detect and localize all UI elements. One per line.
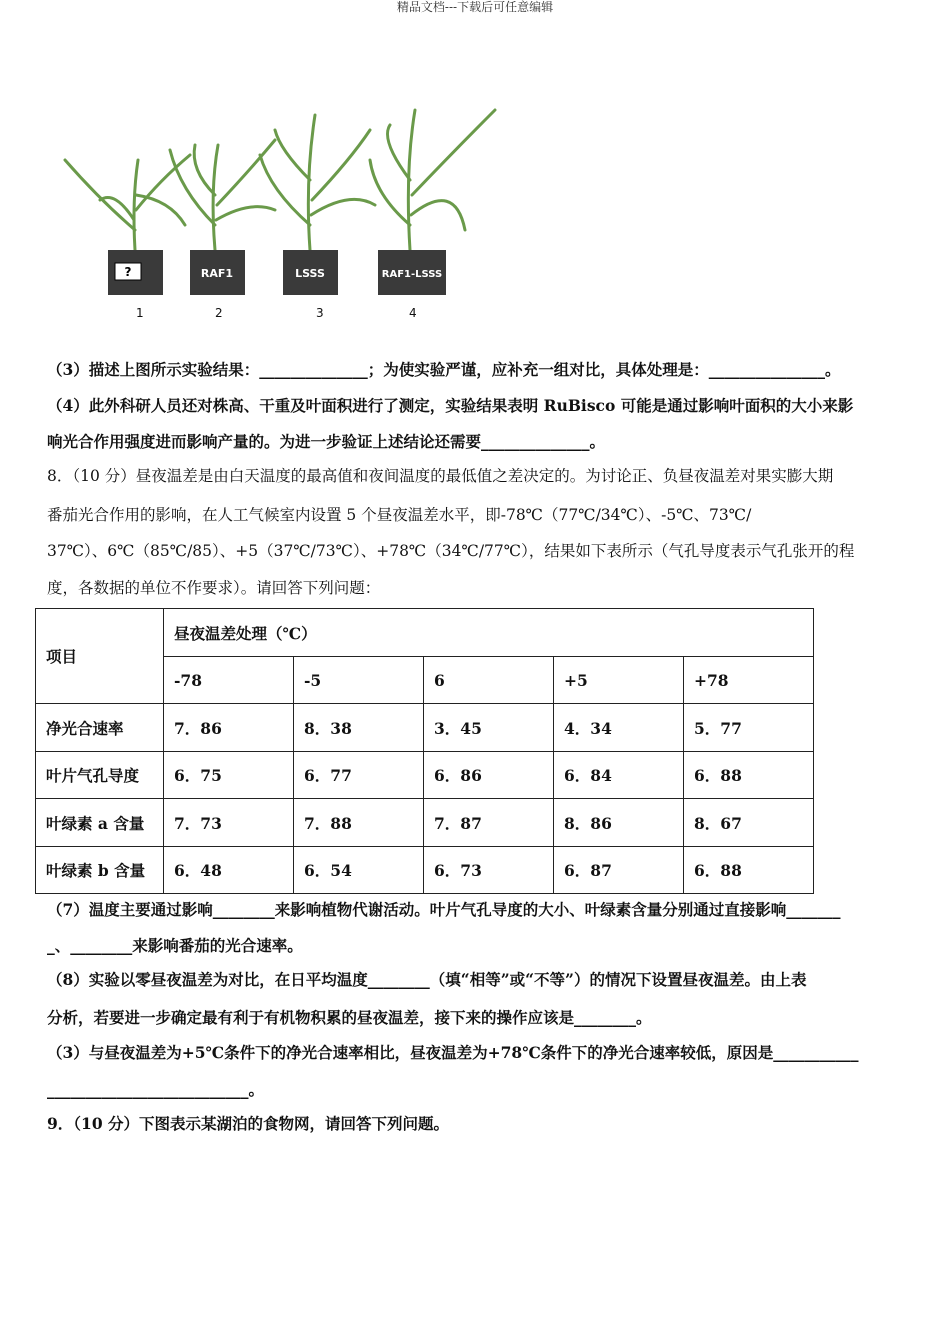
table-cell: 6．88 [684, 847, 814, 894]
table-cell: 3．45 [424, 704, 554, 752]
plant-3 [260, 115, 375, 250]
problem-8-line-3: 37℃）、6℃（85℃/85）、+5（37℃/73℃）、+78℃（34℃/77℃），结果如下表所示（气孔导度表示气孔张开的程 [47, 542, 855, 560]
table-cell: 6．75 [164, 752, 294, 799]
plant-number-4: 4 [409, 306, 417, 320]
table-cell: 5．77 [684, 704, 814, 752]
table-row-label: 净光合速率 [36, 704, 164, 752]
plant-1 [65, 155, 190, 250]
table-cell: 6．54 [294, 847, 424, 894]
table-row [36, 704, 814, 752]
table-cell: 6．73 [424, 847, 554, 894]
table-cell: 7．86 [164, 704, 294, 752]
table-group-header: 昼夜温差处理（℃） [164, 609, 814, 657]
plant-4 [370, 110, 495, 250]
table-column-header: +78 [684, 657, 814, 704]
table-cell: 6．84 [554, 752, 684, 799]
table-cell: 4．34 [554, 704, 684, 752]
question-4-line-1: （4）此外科研人员还对株高、干重及叶面积进行了测定，实验结果表明 RuBisco 可能是通过影响叶面积的大小来影 [47, 396, 854, 415]
pot-2-label: RAF1 [200, 267, 234, 280]
plant-number-1: 1 [136, 306, 144, 320]
table-cell: 6．48 [164, 847, 294, 894]
table-cell: 8．86 [554, 799, 684, 847]
pot-1-label: ? [124, 265, 132, 279]
question-4-line-2: 响光合作用强度进而影响产量的。为进一步验证上述结论还需要______________。 [47, 432, 606, 451]
question-7-line-2: _、________来影响番茄的光合速率。 [47, 936, 303, 955]
pot-3-label: LSSS [295, 267, 325, 280]
plant-number-3: 3 [316, 306, 324, 320]
question-3b-line-1: （3）与昼夜温差为+5℃条件下的净光合速率相比，昼夜温差为+78℃条件下的净光合速率较低，原因是___________ [47, 1043, 859, 1062]
table-cell: 8．38 [294, 704, 424, 752]
table-cell: 7．87 [424, 799, 554, 847]
table-column-header: 6 [424, 657, 554, 704]
problem-8-line-2: 番茄光合作用的影响，在人工气候室内设置 5 个昼夜温差水平，即-78℃（77℃/34℃）、-5℃、73℃/ [47, 506, 752, 524]
table-cell: 7．88 [294, 799, 424, 847]
question-7-line-1: （7）温度主要通过影响________来影响植物代谢活动。叶片气孔导度的大小、叶绿素含量分别通过直接影响_______ [47, 900, 841, 919]
table-cell: 7．73 [164, 799, 294, 847]
table-cell: 6．86 [424, 752, 554, 799]
pot-4-label: RAF1-LSSS [381, 269, 443, 280]
table-cell: 8．67 [684, 799, 814, 847]
table-row [36, 799, 814, 847]
table-column-header: -5 [294, 657, 424, 704]
table-row-label: 叶绿素 a 含量 [36, 799, 164, 847]
problem-8-line-4: 度，各数据的单位不作要求）。请回答下列问题： [47, 579, 381, 597]
table-column-header: +5 [554, 657, 684, 704]
table-column-header: -78 [164, 657, 294, 704]
table-cell: 6．88 [684, 752, 814, 799]
table-row [36, 752, 814, 799]
question-8-line-1: （8）实验以零昼夜温差为对比，在日平均温度________（填“相等”或“不等”）的情况下设置昼夜温差。由上表 [47, 970, 807, 989]
question-8-line-2: 分析，若要进一步确定最有利于有机物积累的昼夜温差，接下来的操作应该是________。 [47, 1008, 652, 1027]
maize-plants-figure [60, 100, 500, 330]
table-row [36, 847, 814, 894]
table-cell: 6．87 [554, 847, 684, 894]
question-3-line: （3）描述上图所示实验结果：______________；为使实验严谨，应补充一组对比，具体处理是：_______________。 [47, 360, 841, 379]
table-cell: 6．77 [294, 752, 424, 799]
table-item-header: 项目 [36, 609, 164, 704]
page-header: 精品文档---下载后可任意编辑 [396, 0, 554, 14]
problem-8-line-1: 8．（10 分）昼夜温差是由白天温度的最高值和夜间温度的最低值之差决定的。为讨论正、负昼夜温差对果实膨大期 [47, 467, 834, 485]
data-table [35, 608, 814, 894]
question-3b-line-2: __________________________。 [47, 1080, 265, 1099]
table-row-label: 叶片气孔导度 [36, 752, 164, 799]
plant-number-2: 2 [215, 306, 223, 320]
problem-9-line: 9．（10 分）下图表示某湖泊的食物网，请回答下列问题。 [47, 1114, 450, 1133]
table-row-label: 叶绿素 b 含量 [36, 847, 164, 894]
